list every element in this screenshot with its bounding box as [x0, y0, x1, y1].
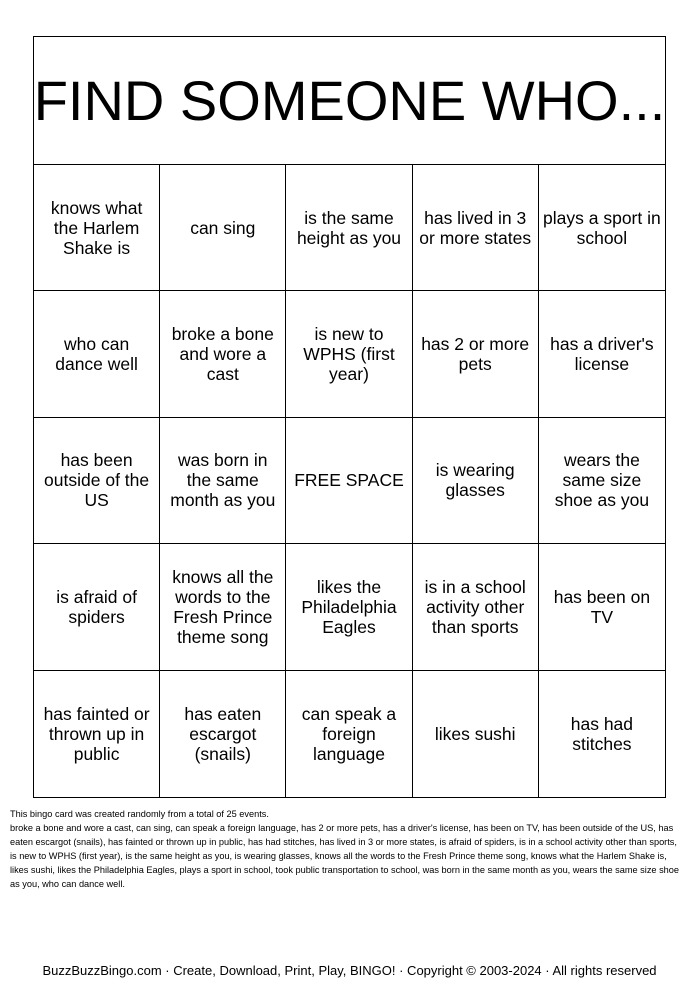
bingo-cell[interactable] — [539, 418, 665, 544]
bingo-cell[interactable] — [286, 671, 412, 797]
cell-text: is new to WPHS (first year) — [303, 324, 395, 385]
bingo-cell[interactable] — [286, 165, 412, 291]
free-space-cell[interactable] — [286, 418, 412, 544]
cell-text: has been on TV — [553, 586, 651, 627]
bingo-cell[interactable] — [160, 671, 286, 797]
cell-text: has been outside of the US — [44, 450, 150, 511]
cell-text: likes the Philadelphia Eagles — [301, 576, 397, 637]
bingo-cell[interactable] — [160, 418, 286, 544]
cell-text: has 2 or more pets — [421, 334, 530, 375]
card-title: FIND SOMEONE WHO... — [33, 68, 666, 132]
cell-text: wears the same size shoe as you — [554, 450, 650, 511]
info-event-list: broke a bone and wore a cast, can sing, can speak a foreign language, has 2 or more pets, has a driver's license, has been on TV, has been outside of the US, has eaten escargot (snails), has fainted or thrown up in public, has had stitches, has lived in 3 or more states, is afraid of spiders, is in a school activity other than sports, is new to WPHS (first year), is the same height as you, is wearing glasses, knows all the words to the Fresh Prince theme song, knows what the Harlem Shake is, likes sushi, likes the Philadelphia Eagles, plays a sport in school, took public transportation to school, was born in the same month as you, wears the same size shoe as you, who can dance well. — [10, 823, 680, 889]
bingo-card — [33, 36, 666, 798]
card-header — [34, 37, 665, 165]
cell-text: has a driver's license — [550, 334, 654, 375]
cell-text: is the same height as you — [296, 207, 402, 248]
bingo-cell[interactable] — [286, 291, 412, 417]
bingo-cell[interactable] — [160, 291, 286, 417]
info-summary: This bingo card was created randomly from a total of 25 events. — [10, 809, 269, 819]
cell-text: has fainted or thrown up in public — [43, 703, 150, 764]
bingo-cell[interactable] — [160, 165, 286, 291]
cell-text: who can dance well — [55, 334, 138, 375]
cell-text: plays a sport in school — [543, 207, 661, 248]
cell-text: is in a school activity other than sports — [424, 576, 526, 637]
cell-text: knows all the words to the Fresh Prince theme song — [172, 566, 274, 647]
cell-text: is wearing glasses — [435, 460, 515, 501]
cell-text: FREE SPACE — [294, 470, 404, 491]
cell-text: was born in the same month as you — [170, 450, 276, 511]
cell-text: likes sushi — [434, 723, 516, 744]
bingo-cell[interactable] — [539, 291, 665, 417]
bingo-grid — [34, 165, 665, 797]
bingo-cell[interactable] — [539, 544, 665, 670]
bingo-cell[interactable] — [34, 544, 160, 670]
cell-text: has eaten escargot (snails) — [184, 703, 262, 764]
bingo-cell[interactable] — [160, 544, 286, 670]
bingo-cell[interactable] — [413, 291, 539, 417]
bingo-cell[interactable] — [286, 544, 412, 670]
cell-text: is afraid of spiders — [56, 586, 137, 627]
bingo-cell[interactable] — [34, 291, 160, 417]
bingo-cell[interactable] — [539, 165, 665, 291]
bingo-cell[interactable] — [34, 418, 160, 544]
bingo-cell[interactable] — [34, 165, 160, 291]
card-info — [10, 807, 686, 891]
cell-text: can speak a foreign language — [301, 703, 397, 764]
cell-text: can sing — [190, 217, 256, 238]
bingo-cell[interactable] — [413, 418, 539, 544]
bingo-cell[interactable] — [413, 671, 539, 797]
cell-text: has had stitches — [570, 713, 634, 754]
cell-text: knows what the Harlem Shake is — [50, 197, 143, 258]
cell-text: broke a bone and wore a cast — [171, 324, 274, 385]
bingo-cell[interactable] — [34, 671, 160, 797]
bingo-cell[interactable] — [539, 671, 665, 797]
footer-copyright: BuzzBuzzBingo.com · Create, Download, Print, Play, BINGO! · Copyright © 2003-2024 · All rights reserved — [42, 963, 657, 978]
cell-text: has lived in 3 or more states — [419, 207, 532, 248]
bingo-cell[interactable] — [413, 165, 539, 291]
bingo-cell[interactable] — [413, 544, 539, 670]
